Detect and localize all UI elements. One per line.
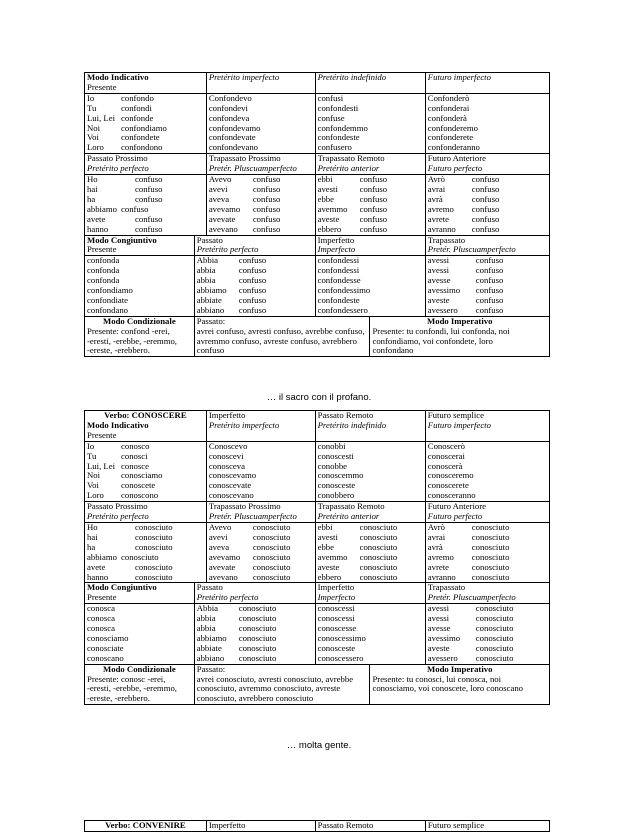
condizionale-passato-cell: Passato: avrei confuso, avresti confuso, avrebbe confuso, avremmo confuso, avreste confuso, avrebbero confuso bbox=[194, 316, 370, 357]
verb-title-convenire: Verbo: CONVENIRE bbox=[85, 821, 207, 832]
condizionale-passato-cell: Passato: avrei conosciuto, avresti conosciuto, avrebbe conosciuto, avremmo conosciuto, avreste conosciuto, avrebbero conosciuto bbox=[194, 664, 370, 705]
cong-imperfetto-forms: confondessi confondessi confondesse confondessimo confondeste confondessero bbox=[315, 256, 425, 316]
header-cell-trapassato-prossimo: Trapassato Prossimo Pretér. Pluscuamperfecto bbox=[206, 154, 315, 175]
header-cell-cong-trapassato: Trapassato Pretér. Pluscuamperfecto bbox=[425, 235, 549, 256]
header-cell-trapassato-remoto: Trapassato Remoto Pretérito anterior bbox=[315, 502, 425, 523]
imperfetto-forms: Conoscevo conoscevi conosceva conoscevamo conoscevate conoscevano bbox=[206, 441, 315, 501]
passato-prossimo-forms: Ho confuso hai confuso ha confuso abbiamo confuso avete confuso hanno confuso bbox=[85, 175, 207, 235]
header-cell-futuro-anteriore: Futuro Anteriore Futuro perfecto bbox=[425, 154, 549, 175]
header-cell-imperfetto: Pretérito imperfecto bbox=[206, 73, 315, 94]
header-cell-trapassato-prossimo: Trapassato Prossimo Pretér. Pluscuamperfecto bbox=[206, 502, 315, 523]
passato-remoto-forms: confusi confondesti confuse confondemmo confondeste confusero bbox=[315, 93, 425, 153]
futuro-anteriore-forms: Avrò conosciuto avrai conosciuto avrà conosciuto avremo conosciuto avrete conosciuto avranno conosciuto bbox=[425, 522, 549, 582]
header-cell-futuro: Futuro semplice Futuro imperfecto bbox=[425, 411, 549, 442]
header-cell-congiuntivo: Modo Congiuntivo Presente bbox=[85, 235, 195, 256]
header-cell-passato-remoto: Pretérito indefinido bbox=[315, 73, 425, 94]
futuro-forms: Confonderò confonderai confonderà confonderemo confonderete confonderanno bbox=[425, 93, 549, 153]
header-cell-passato-prossimo: Passato Prossimo Pretérito perfecto bbox=[85, 502, 207, 523]
cong-imperfetto-forms: conoscessi conoscessi conoscesse conoscessimo conosceste conoscessero bbox=[315, 604, 425, 664]
cong-trapassato-forms: avessi confuso avessi confuso avesse confuso avessimo confuso aveste confuso avessero confuso bbox=[425, 256, 549, 316]
header-cell-passato-remoto: Passato Remoto bbox=[315, 821, 425, 832]
futuro-anteriore-forms: Avrò confuso avrai confuso avrà confuso avremo confuso avrete confuso avranno confuso bbox=[425, 175, 549, 235]
header-cell-cong-trapassato: Trapassato Pretér. Pluscuamperfecto bbox=[425, 583, 549, 604]
imperativo-cell: Modo Imperativo Presente: tu confondi, lui confonda, noi confondiamo, voi confondete, loro confondano bbox=[370, 316, 550, 357]
condizionale-cell: Modo Condizionale Presente: conosc -erei, -eresti, -erebbe, -eremmo, -ereste, -erebbero. bbox=[85, 664, 195, 705]
presente-forms: Io conosco Tu conosci Lui, Lei conosce Noi conosciamo Voi conoscete Loro conoscono bbox=[85, 441, 207, 501]
cong-presente-forms: conosca conosca conosca conosciamo conosciate conoscano bbox=[85, 604, 195, 664]
header-cell-futuro-anteriore: Futuro Anteriore Futuro perfecto bbox=[425, 502, 549, 523]
header-cell-cong-imperfetto: Imperfetto Imperfecto bbox=[315, 583, 425, 604]
header-cell-presente: Modo Indicativo Presente bbox=[85, 73, 207, 94]
header-cell-futuro: Futuro imperfecto bbox=[425, 73, 549, 94]
header-cell-cong-passato: Passato Pretérito perfecto bbox=[194, 583, 315, 604]
header-cell-passato-prossimo: Passato Prossimo Pretérito perfecto bbox=[85, 154, 207, 175]
trapassato-remoto-forms: ebbi confuso avesti confuso ebbe confuso avemmo confuso aveste confuso ebbero confuso bbox=[315, 175, 425, 235]
futuro-forms: Conoscerò conoscerai conoscerà conosceremo conoscerete conosceranno bbox=[425, 441, 549, 501]
condizionale-cell: Modo Condizionale Presente: confond -erei, -eresti, -erebbe, -eremmo, -ereste, -erebbero. bbox=[85, 316, 195, 357]
example-caption-confondere: … il sacro con il profano. bbox=[266, 392, 372, 403]
passato-remoto-forms: conobbi conoscesti conobbe conoscemmo conosceste conobbero bbox=[315, 441, 425, 501]
header-cell-imperfetto: Imperfetto Pretérito imperfecto bbox=[206, 411, 315, 442]
trapassato-remoto-forms: ebbi conosciuto avesti conosciuto ebbe conosciuto avemmo conosciuto aveste conosciuto ebbero conosciuto bbox=[315, 522, 425, 582]
passato-prossimo-forms: Ho conosciuto hai conosciuto ha conosciuto abbiamo conosciuto avete conosciuto hanno conosciuto bbox=[85, 522, 207, 582]
trapassato-prossimo-forms: Avevo confuso avevi confuso aveva confuso avevamo confuso avevate confuso avevano confuso bbox=[206, 175, 315, 235]
conjugation-table-confondere bbox=[84, 72, 550, 357]
cong-presente-forms: confonda confonda confonda confondiamo confondiate confondano bbox=[85, 256, 195, 316]
header-cell-passato-remoto: Passato Remoto Pretérito indefinido bbox=[315, 411, 425, 442]
trapassato-prossimo-forms: Avevo conosciuto avevi conosciuto aveva conosciuto avevamo conosciuto avevate conosciuto avevano conosciuto bbox=[206, 522, 315, 582]
header-cell-cong-imperfetto: Imperfetto Imperfecto bbox=[315, 235, 425, 256]
header-cell-futuro: Futuro semplice bbox=[425, 821, 549, 832]
header-cell-presente: Verbo: CONOSCERE Modo Indicativo Presente bbox=[85, 411, 207, 442]
conjugation-table-conoscere bbox=[84, 410, 550, 705]
imperfetto-forms: Confondevo confondevi confondeva confondevamo confondevate confondevano bbox=[206, 93, 315, 153]
header-cell-trapassato-remoto: Trapassato Remoto Pretérito anterior bbox=[315, 154, 425, 175]
example-caption-conoscere: … molta gente. bbox=[286, 740, 352, 751]
cong-trapassato-forms: avessi conosciuto avessi conosciuto avesse conosciuto avessimo conosciuto aveste conosciuto avessero conosciuto bbox=[425, 604, 549, 664]
presente-forms: Io confondo Tu confondi Lui, Lei confonde Noi confondiamo Voi confondete Loro confondono bbox=[85, 93, 207, 153]
header-cell-cong-passato: Passato Pretérito perfecto bbox=[194, 235, 315, 256]
cong-passato-forms: Abbia conosciuto abbia conosciuto abbia conosciuto abbiamo conosciuto abbiate conosciuto abbiano conosciuto bbox=[194, 604, 315, 664]
header-cell-imperfetto: Imperfetto bbox=[206, 821, 315, 832]
cong-passato-forms: Abbia confuso abbia confuso abbia confuso abbiamo confuso abbiate confuso abbiano confuso bbox=[194, 256, 315, 316]
imperativo-cell: Modo Imperativo Presente: tu conosci, lui conosca, noi conosciamo, voi conoscete, loro conoscano bbox=[370, 664, 550, 705]
header-cell-congiuntivo: Modo Congiuntivo Presente bbox=[85, 583, 195, 604]
